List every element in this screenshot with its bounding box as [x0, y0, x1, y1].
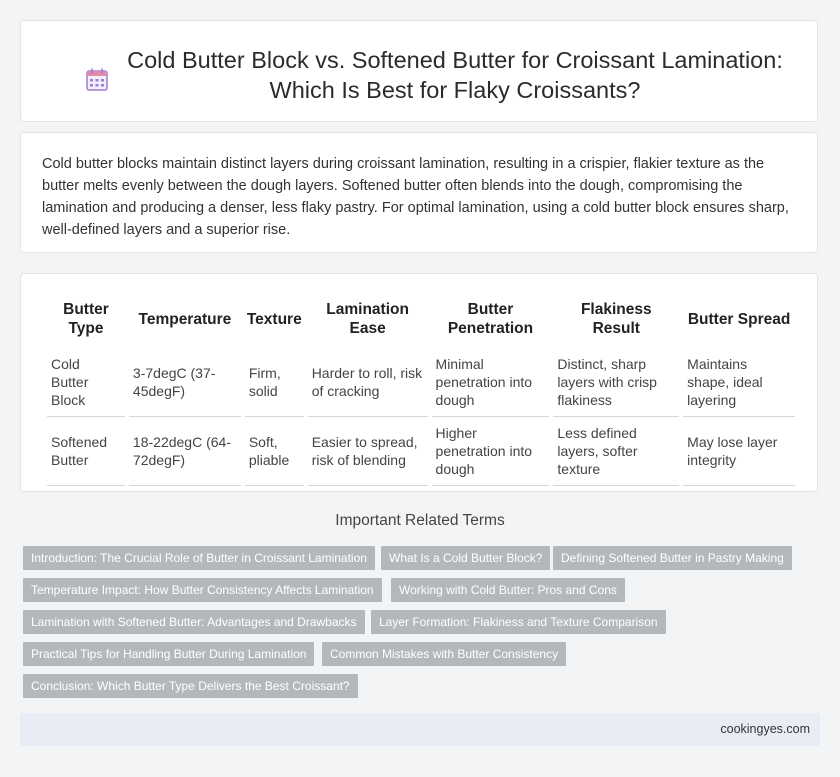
comparison-table-card	[20, 273, 818, 492]
table-header-row	[47, 292, 795, 348]
related-term-tag[interactable]: Temperature Impact: How Butter Consistency Affects Lamination	[23, 578, 382, 602]
table-cell: Easier to spread, risk of blending	[308, 417, 428, 486]
table-row	[47, 348, 795, 417]
footer-site-name: cookingyes.com	[720, 722, 810, 736]
footer-bar	[20, 713, 820, 746]
header-texture: Texture	[246, 310, 302, 328]
related-term-tag[interactable]: Conclusion: Which Butter Type Delivers the Best Croissant?	[23, 674, 358, 698]
header-temperature: Temperature	[138, 310, 232, 328]
related-term-tag[interactable]: Layer Formation: Flakiness and Texture Comparison	[371, 610, 666, 634]
title-card	[20, 20, 818, 122]
table-cell: May lose layer integrity	[683, 417, 795, 486]
table-cell: Cold Butter Block	[47, 348, 125, 417]
header-butter-penetration: Butter Penetration	[447, 301, 534, 337]
table-cell: Distinct, sharp layers with crisp flakiness	[553, 348, 679, 417]
related-term-tag[interactable]: Introduction: The Crucial Role of Butter in Croissant Lamination	[23, 546, 375, 570]
table-cell: Minimal penetration into dough	[432, 348, 550, 417]
page-title: Cold Butter Block vs. Softened Butter for Croissant Lamination: Which Is Best for Flaky Croissants?	[127, 47, 783, 103]
table-cell: 3-7degC (37-45degF)	[129, 348, 241, 417]
table-cell: Maintains shape, ideal layering	[683, 348, 795, 417]
related-term-tag[interactable]: Common Mistakes with Butter Consistency	[322, 642, 566, 666]
table-cell: 18-22degC (64-72degF)	[129, 417, 241, 486]
header-flakiness-result: Flakiness Result	[580, 301, 652, 337]
header-butter-type: Butter Type	[63, 301, 109, 337]
table-cell: Harder to roll, risk of cracking	[308, 348, 428, 417]
related-term-tag[interactable]: Practical Tips for Handling Butter During Lamination	[23, 642, 314, 666]
intro-paragraph: Cold butter blocks maintain distinct layers during croissant lamination, resulting in a crispier, flakier texture as the butter melts evenly between the dough layers. Softened butter often blends into the dough, compromising the lamination and producing a denser, less flaky pastry. For optimal lamination, using a cold butter block ensures sharp, well-defined layers and a superior rise.	[42, 156, 789, 238]
header-butter-spread: Butter Spread	[687, 310, 791, 328]
related-term-tag[interactable]: Working with Cold Butter: Pros and Cons	[391, 578, 625, 602]
table-row	[47, 417, 795, 486]
related-term-tag[interactable]: Lamination with Softened Butter: Advantages and Drawbacks	[23, 610, 365, 634]
intro-card	[20, 132, 818, 253]
table-cell: Soft, pliable	[245, 417, 304, 486]
related-term-tag[interactable]: What Is a Cold Butter Block?	[381, 546, 550, 570]
table-cell: Higher penetration into dough	[432, 417, 550, 486]
table-cell: Softened Butter	[47, 417, 125, 486]
related-terms-heading: Important Related Terms	[335, 512, 505, 529]
table-cell: Less defined layers, softer texture	[553, 417, 679, 486]
comparison-table	[43, 292, 799, 486]
table-cell: Firm, solid	[245, 348, 304, 417]
related-term-tag[interactable]: Defining Softened Butter in Pastry Making	[553, 546, 792, 570]
calendar-icon	[85, 68, 111, 92]
header-lamination-ease: Lamination Ease	[326, 301, 409, 337]
